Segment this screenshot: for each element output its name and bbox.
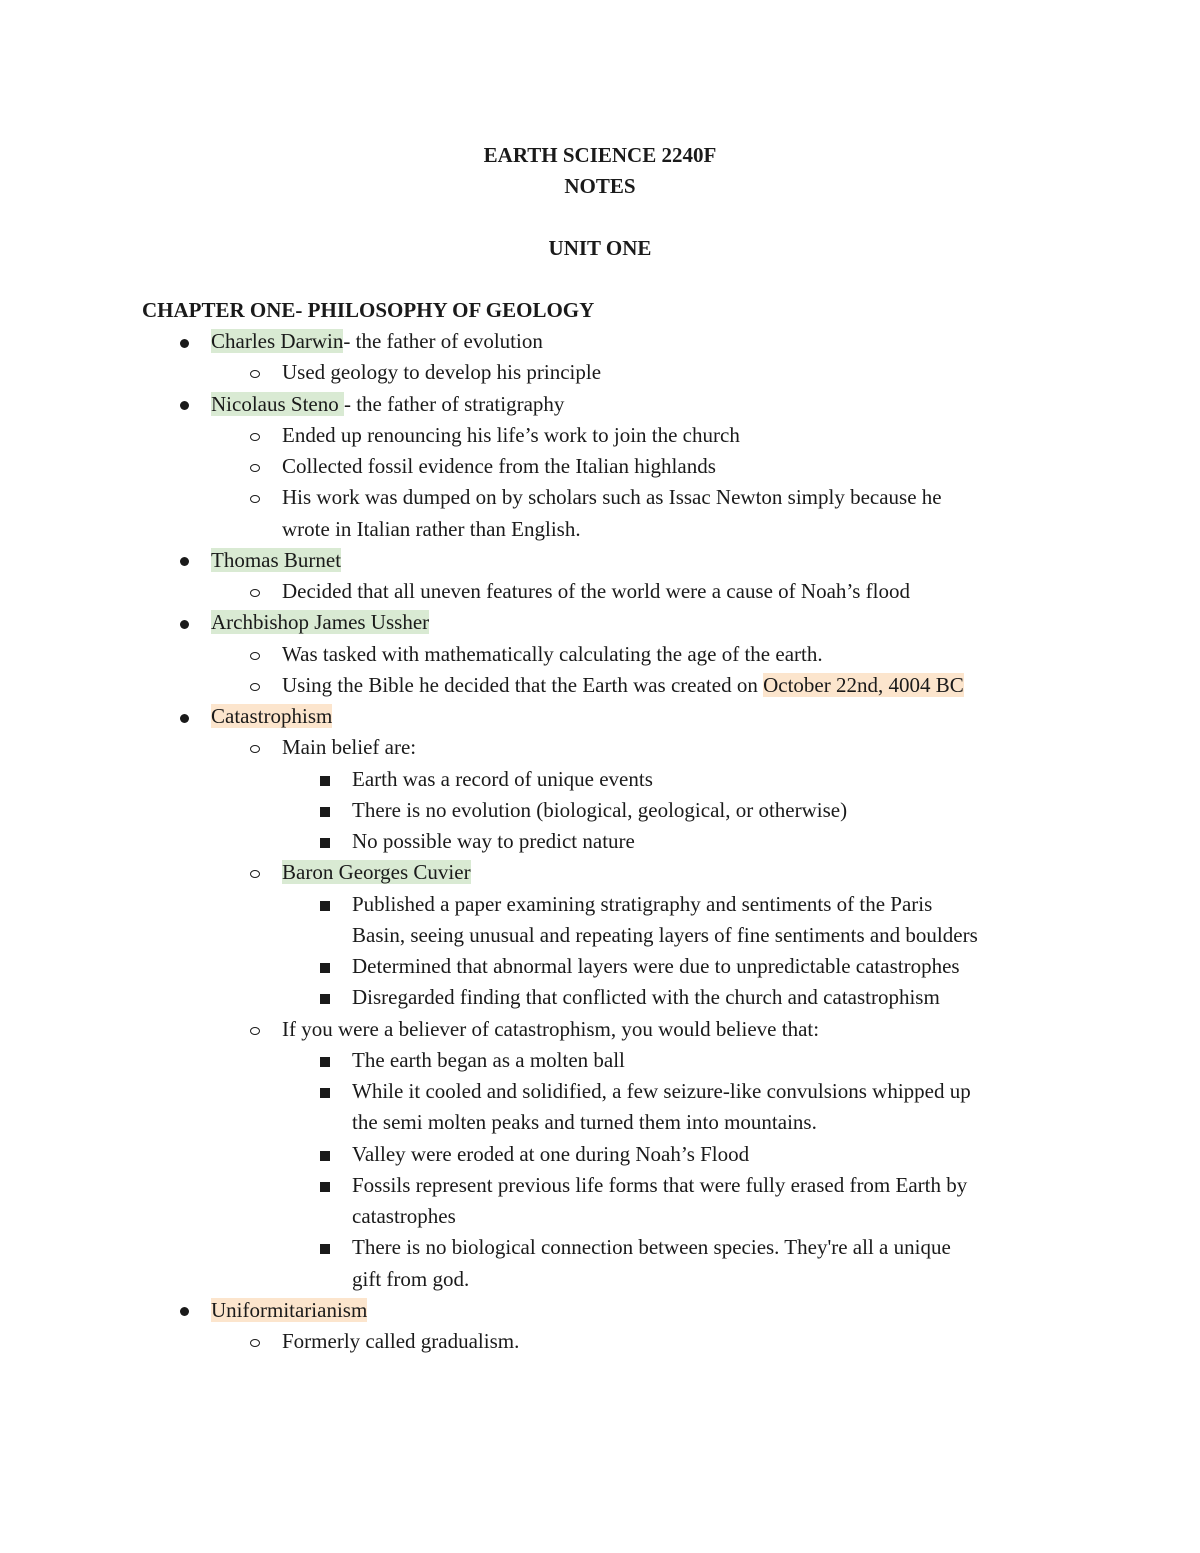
highlighted-term: Archbishop James Ussher: [211, 610, 430, 635]
list-item: [282, 576, 910, 607]
list-item-text: Using the Bible he decided that the Earth was created on: [282, 672, 764, 697]
list-item-continuation: [352, 1107, 817, 1138]
bullet-square-icon: [320, 1151, 330, 1161]
list-item: [352, 1170, 967, 1201]
bullet-square-icon: [320, 1244, 330, 1254]
list-item-text: His work was dumped on by scholars such as Issac Newton simply because he: [282, 485, 942, 510]
list-item: [352, 1045, 625, 1076]
list-item: [282, 420, 740, 451]
list-item: [282, 1326, 519, 1357]
list-item-continuation: [352, 1201, 456, 1232]
list-item: [282, 482, 942, 513]
list-item: [352, 982, 940, 1013]
list-item: [211, 389, 564, 420]
bullet-circle-icon: [250, 683, 260, 691]
document-title: EARTH SCIENCE 2240F: [483, 143, 717, 167]
list-item-text: Disregarded finding that conflicted with the church and catastrophism: [352, 985, 940, 1010]
list-item-text: Collected fossil evidence from the Italian highlands: [282, 454, 716, 478]
list-item: [352, 1076, 971, 1107]
unit-heading: UNIT ONE: [548, 236, 652, 260]
bullet-disc-icon: [180, 339, 189, 348]
list-item-text: - the father of evolution: [343, 329, 543, 353]
bullet-circle-icon: [250, 495, 260, 503]
list-item-text: Was tasked with mathematically calculating the age of the earth.: [282, 641, 823, 666]
bullet-circle-icon: [250, 745, 260, 753]
list-item: [282, 670, 964, 701]
list-item-text: There is no biological connection between species. They're all a unique: [352, 1235, 951, 1260]
highlighted-term: October 22nd, 4004 BC: [763, 672, 964, 697]
highlighted-term: Thomas Burnet: [211, 547, 342, 572]
bullet-disc-icon: [180, 620, 189, 629]
bullet-circle-icon: [250, 464, 260, 472]
bullet-square-icon: [320, 963, 330, 973]
bullet-disc-icon: [180, 557, 189, 566]
document-subtitle: NOTES: [564, 174, 636, 198]
bullet-circle-icon: [250, 652, 260, 660]
list-item: [282, 451, 716, 482]
list-item-text: Main belief are:: [282, 735, 417, 760]
list-item-text: Fossils represent previous life forms that were fully erased from Earth by: [352, 1172, 968, 1197]
list-item-text: Formerly called gradualism.: [282, 1329, 520, 1353]
bullet-square-icon: [320, 994, 330, 1004]
list-item: [282, 1014, 819, 1045]
list-item: [282, 639, 823, 670]
list-item: [352, 951, 960, 982]
list-item-text: gift from god.: [352, 1266, 470, 1291]
list-item-continuation: [352, 1264, 469, 1295]
list-item: [211, 701, 332, 732]
list-item: [211, 1295, 367, 1326]
bullet-disc-icon: [180, 401, 189, 410]
list-item: [211, 326, 543, 357]
bullet-square-icon: [320, 1182, 330, 1192]
list-item-text: Ended up renouncing his life’s work to join the church: [282, 422, 740, 447]
bullet-square-icon: [320, 807, 330, 817]
list-item: [282, 732, 416, 763]
bullet-square-icon: [320, 838, 330, 848]
list-item: [352, 826, 635, 857]
list-item-continuation: [282, 514, 581, 545]
bullet-square-icon: [320, 1057, 330, 1067]
list-item-text: wrote in Italian rather than English.: [282, 516, 581, 541]
highlighted-term: Catastrophism: [211, 704, 333, 728]
bullet-circle-icon: [250, 1339, 260, 1347]
bullet-square-icon: [320, 901, 330, 911]
highlighted-term: Nicolaus Steno: [211, 391, 344, 416]
list-item: [352, 795, 847, 826]
list-item-text: Valley were eroded at one during Noah’s Flood: [352, 1141, 750, 1166]
list-item-text: catastrophes: [352, 1204, 456, 1228]
list-item: [352, 889, 932, 920]
list-item-text: There is no evolution (biological, geological, or otherwise): [352, 797, 848, 822]
bullet-square-icon: [320, 776, 330, 786]
list-item-text: Used geology to develop his principle: [282, 360, 602, 385]
list-item-text: The earth began as a molten ball: [352, 1047, 625, 1072]
bullet-disc-icon: [180, 1307, 189, 1316]
highlighted-term: Charles Darwin: [211, 329, 344, 353]
bullet-disc-icon: [180, 714, 189, 723]
list-item: [352, 1139, 749, 1170]
highlighted-term: Uniformitarianism: [211, 1297, 368, 1322]
list-item-text: - the father of stratigraphy: [343, 391, 565, 416]
list-item-text: No possible way to predict nature: [352, 829, 635, 853]
list-item-text: Published a paper examining stratigraphy and sentiments of the Paris: [352, 891, 933, 916]
list-item-text: Basin, seeing unusual and repeating layers of fine sentiments and boulders: [352, 922, 978, 947]
list-item: [211, 607, 429, 638]
list-item: [352, 1232, 951, 1263]
list-item-continuation: [352, 920, 978, 951]
bullet-circle-icon: [250, 589, 260, 597]
chapter-heading: CHAPTER ONE- PHILOSOPHY OF GEOLOGY: [142, 298, 595, 322]
bullet-circle-icon: [250, 870, 260, 878]
list-item: [282, 857, 471, 888]
list-item-text: If you were a believer of catastrophism, you would believe that:: [282, 1016, 820, 1041]
list-item-text: the semi molten peaks and turned them into mountains.: [352, 1110, 817, 1135]
list-item-text: Determined that abnormal layers were due to unpredictable catastrophes: [352, 954, 960, 978]
list-item: [282, 357, 601, 388]
bullet-circle-icon: [250, 433, 260, 441]
bullet-circle-icon: [250, 370, 260, 378]
list-item-text: While it cooled and solidified, a few seizure-like convulsions whipped up: [352, 1079, 971, 1103]
list-item-text: Decided that all uneven features of the world were a cause of Noah’s flood: [282, 579, 911, 603]
bullet-circle-icon: [250, 1027, 260, 1035]
list-item: [352, 764, 653, 795]
list-item: [211, 545, 341, 576]
list-item-text: Earth was a record of unique events: [352, 766, 653, 791]
bullet-square-icon: [320, 1088, 330, 1098]
highlighted-term: Baron Georges Cuvier: [282, 860, 471, 885]
